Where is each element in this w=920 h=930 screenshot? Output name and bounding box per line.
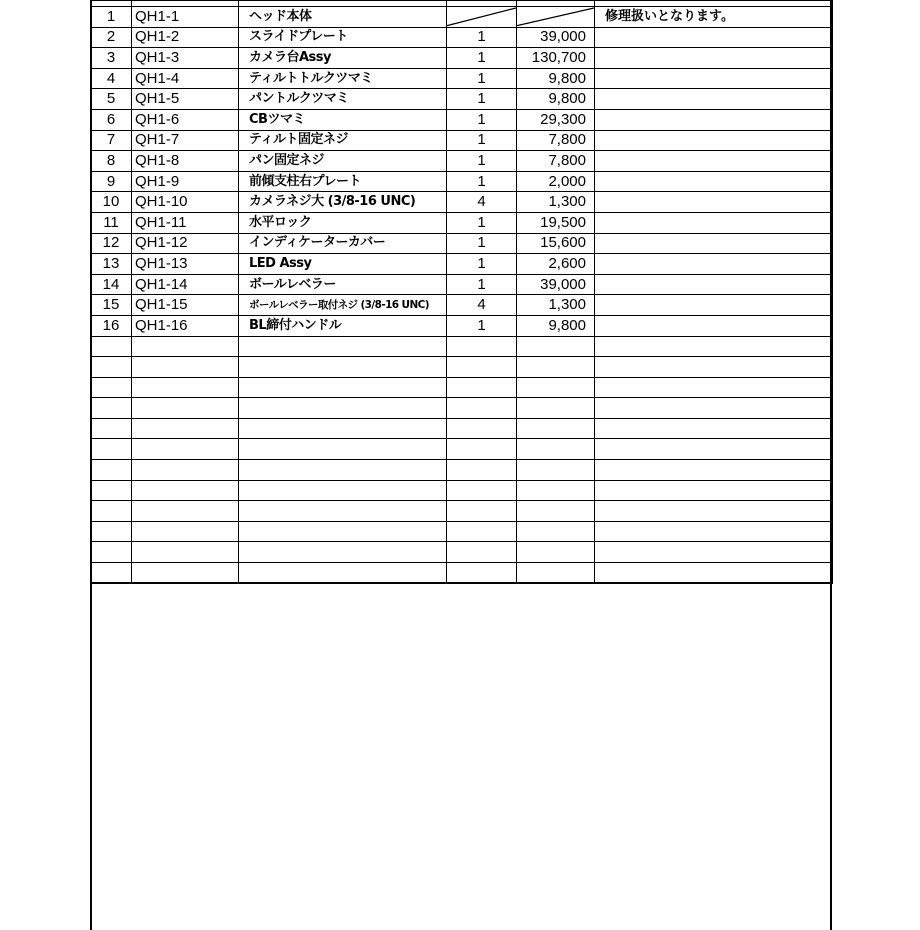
part-name: BL締付ハンドル [239,315,447,336]
unit-price: 9,800 [517,89,595,110]
row-number [91,398,132,419]
part-name: インディケーターカバー [239,233,447,254]
part-name: カメラ台Assy [239,48,447,69]
quantity [447,398,517,419]
row-number [91,439,132,460]
remarks [595,151,833,172]
remarks [595,233,833,254]
part-code [132,418,239,439]
part-name [239,418,447,439]
part-code [132,439,239,460]
unit-price [517,439,595,460]
empty-table-row [91,521,833,542]
quantity [447,377,517,398]
part-code [132,501,239,522]
unit-price [517,460,595,481]
row-number [91,480,132,501]
part-name: ティルトトルクツマミ [239,68,447,89]
part-name [239,542,447,563]
part-name [239,357,447,378]
quantity [447,480,517,501]
unit-price: 9,800 [517,68,595,89]
quantity: 1 [447,212,517,233]
quantity: 1 [447,27,517,48]
row-number: 12 [91,233,132,254]
unit-price: 39,000 [517,27,595,48]
row-number: 9 [91,171,132,192]
part-name: CBツマミ [239,109,447,130]
row-number: 3 [91,48,132,69]
unit-price [517,542,595,563]
table-row [91,89,833,110]
row-number: 10 [91,192,132,213]
quantity [447,460,517,481]
table-row [91,48,833,69]
part-name [239,563,447,584]
part-code: QH1-14 [132,274,239,295]
table-row [91,233,833,254]
unit-price [517,563,595,584]
part-code [132,563,239,584]
unit-price: 1,300 [517,295,595,316]
part-code: QH1-6 [132,109,239,130]
part-name [239,480,447,501]
table-row [91,171,833,192]
quantity: 1 [447,109,517,130]
remarks [595,501,833,522]
quantity: 1 [447,233,517,254]
table-row [91,274,833,295]
remarks [595,357,833,378]
row-number: 13 [91,254,132,275]
parts-table-body [91,1,833,584]
row-number: 7 [91,130,132,151]
remarks [595,27,833,48]
quantity: 1 [447,68,517,89]
empty-table-row [91,460,833,481]
table-row [91,7,833,28]
part-code [132,521,239,542]
part-name: LED Assy [239,254,447,275]
quantity [447,521,517,542]
part-code: QH1-11 [132,212,239,233]
remarks [595,398,833,419]
part-name: パン固定ネジ [239,151,447,172]
empty-table-row [91,377,833,398]
remarks [595,460,833,481]
unit-price: 1,300 [517,192,595,213]
remarks [595,480,833,501]
part-name [239,398,447,419]
remarks [595,542,833,563]
unit-price [517,7,595,28]
row-number: 1 [91,7,132,28]
remarks [595,130,833,151]
quantity [447,418,517,439]
remarks [595,254,833,275]
unit-price: 130,700 [517,48,595,69]
part-code [132,480,239,501]
part-name [239,460,447,481]
quantity: 1 [447,171,517,192]
table-row [91,315,833,336]
table-row [91,192,833,213]
part-code [132,377,239,398]
empty-table-row [91,439,833,460]
remarks [595,295,833,316]
remarks [595,439,833,460]
remarks [595,274,833,295]
part-code: QH1-13 [132,254,239,275]
table-row [91,68,833,89]
row-number [91,521,132,542]
quantity: 1 [447,130,517,151]
part-name [239,521,447,542]
unit-price: 2,000 [517,171,595,192]
row-number [91,542,132,563]
part-code [132,357,239,378]
part-name: カメラネジ大 (3/8-16 UNC) [239,192,447,213]
remarks [595,563,833,584]
part-name [239,501,447,522]
unit-price [517,418,595,439]
part-code: QH1-16 [132,315,239,336]
unit-price [517,501,595,522]
part-name [239,439,447,460]
part-code: QH1-12 [132,233,239,254]
part-code: QH1-2 [132,27,239,48]
row-number: 6 [91,109,132,130]
unit-price: 39,000 [517,274,595,295]
remarks [595,377,833,398]
remarks [595,521,833,542]
row-number: 14 [91,274,132,295]
remarks [595,68,833,89]
table-row [91,130,833,151]
part-code [132,398,239,419]
remarks [595,109,833,130]
unit-price: 15,600 [517,233,595,254]
row-number [91,336,132,357]
unit-price [517,377,595,398]
remarks [595,315,833,336]
part-code: QH1-4 [132,68,239,89]
quantity: 1 [447,315,517,336]
empty-table-row [91,480,833,501]
part-name: 前傾支柱右プレート [239,171,447,192]
quantity: 4 [447,295,517,316]
row-number [91,377,132,398]
part-name: ボールレベラー取付ネジ (3/8-16 UNC) [239,295,447,316]
row-number [91,357,132,378]
diagonal-slash-icon [447,7,516,27]
quantity: 1 [447,274,517,295]
quantity: 1 [447,254,517,275]
quantity [447,357,517,378]
part-name [239,336,447,357]
empty-table-row [91,398,833,419]
part-code: QH1-9 [132,171,239,192]
table-row [91,27,833,48]
quantity [447,336,517,357]
part-code: QH1-3 [132,48,239,69]
unit-price: 29,300 [517,109,595,130]
row-number [91,563,132,584]
quantity: 1 [447,48,517,69]
unit-price [517,357,595,378]
part-code [132,336,239,357]
row-number: 4 [91,68,132,89]
unit-price [517,521,595,542]
quantity [447,7,517,28]
part-code [132,460,239,481]
row-number [91,460,132,481]
quantity: 1 [447,89,517,110]
part-name: スライドプレート [239,27,447,48]
unit-price [517,336,595,357]
part-code: QH1-7 [132,130,239,151]
diagonal-slash-icon [517,7,594,27]
table-row [91,151,833,172]
quantity [447,563,517,584]
row-number: 11 [91,212,132,233]
row-number [91,501,132,522]
unit-price: 7,800 [517,151,595,172]
remarks [595,336,833,357]
quantity [447,501,517,522]
remarks [595,171,833,192]
unit-price: 2,600 [517,254,595,275]
empty-table-row [91,418,833,439]
row-number: 8 [91,151,132,172]
part-name: ティルト固定ネジ [239,130,447,151]
part-code: QH1-8 [132,151,239,172]
part-name: ヘッド本体 [239,7,447,28]
row-number: 16 [91,315,132,336]
remarks [595,192,833,213]
part-code: QH1-10 [132,192,239,213]
row-number [91,418,132,439]
part-code: QH1-15 [132,295,239,316]
quantity: 1 [447,151,517,172]
unit-price [517,398,595,419]
empty-table-row [91,501,833,522]
unit-price: 9,800 [517,315,595,336]
remarks [595,48,833,69]
remarks: 修理扱いとなります。 [595,7,833,28]
part-name [239,377,447,398]
remarks [595,212,833,233]
unit-price: 19,500 [517,212,595,233]
row-number: 15 [91,295,132,316]
part-code [132,542,239,563]
empty-table-row [91,563,833,584]
part-code: QH1-1 [132,7,239,28]
unit-price [517,480,595,501]
table-row [91,212,833,233]
part-name: 水平ロック [239,212,447,233]
row-number: 2 [91,27,132,48]
quantity [447,439,517,460]
quantity: 4 [447,192,517,213]
row-number: 5 [91,89,132,110]
table-row [91,109,833,130]
remarks [595,418,833,439]
unit-price: 7,800 [517,130,595,151]
parts-table [90,0,833,584]
part-code: QH1-5 [132,89,239,110]
part-name: パントルクツマミ [239,89,447,110]
quantity [447,542,517,563]
empty-table-row [91,542,833,563]
table-row [91,295,833,316]
remarks [595,89,833,110]
table-row [91,254,833,275]
empty-table-row [91,357,833,378]
empty-table-row [91,336,833,357]
part-name: ボールレベラー [239,274,447,295]
